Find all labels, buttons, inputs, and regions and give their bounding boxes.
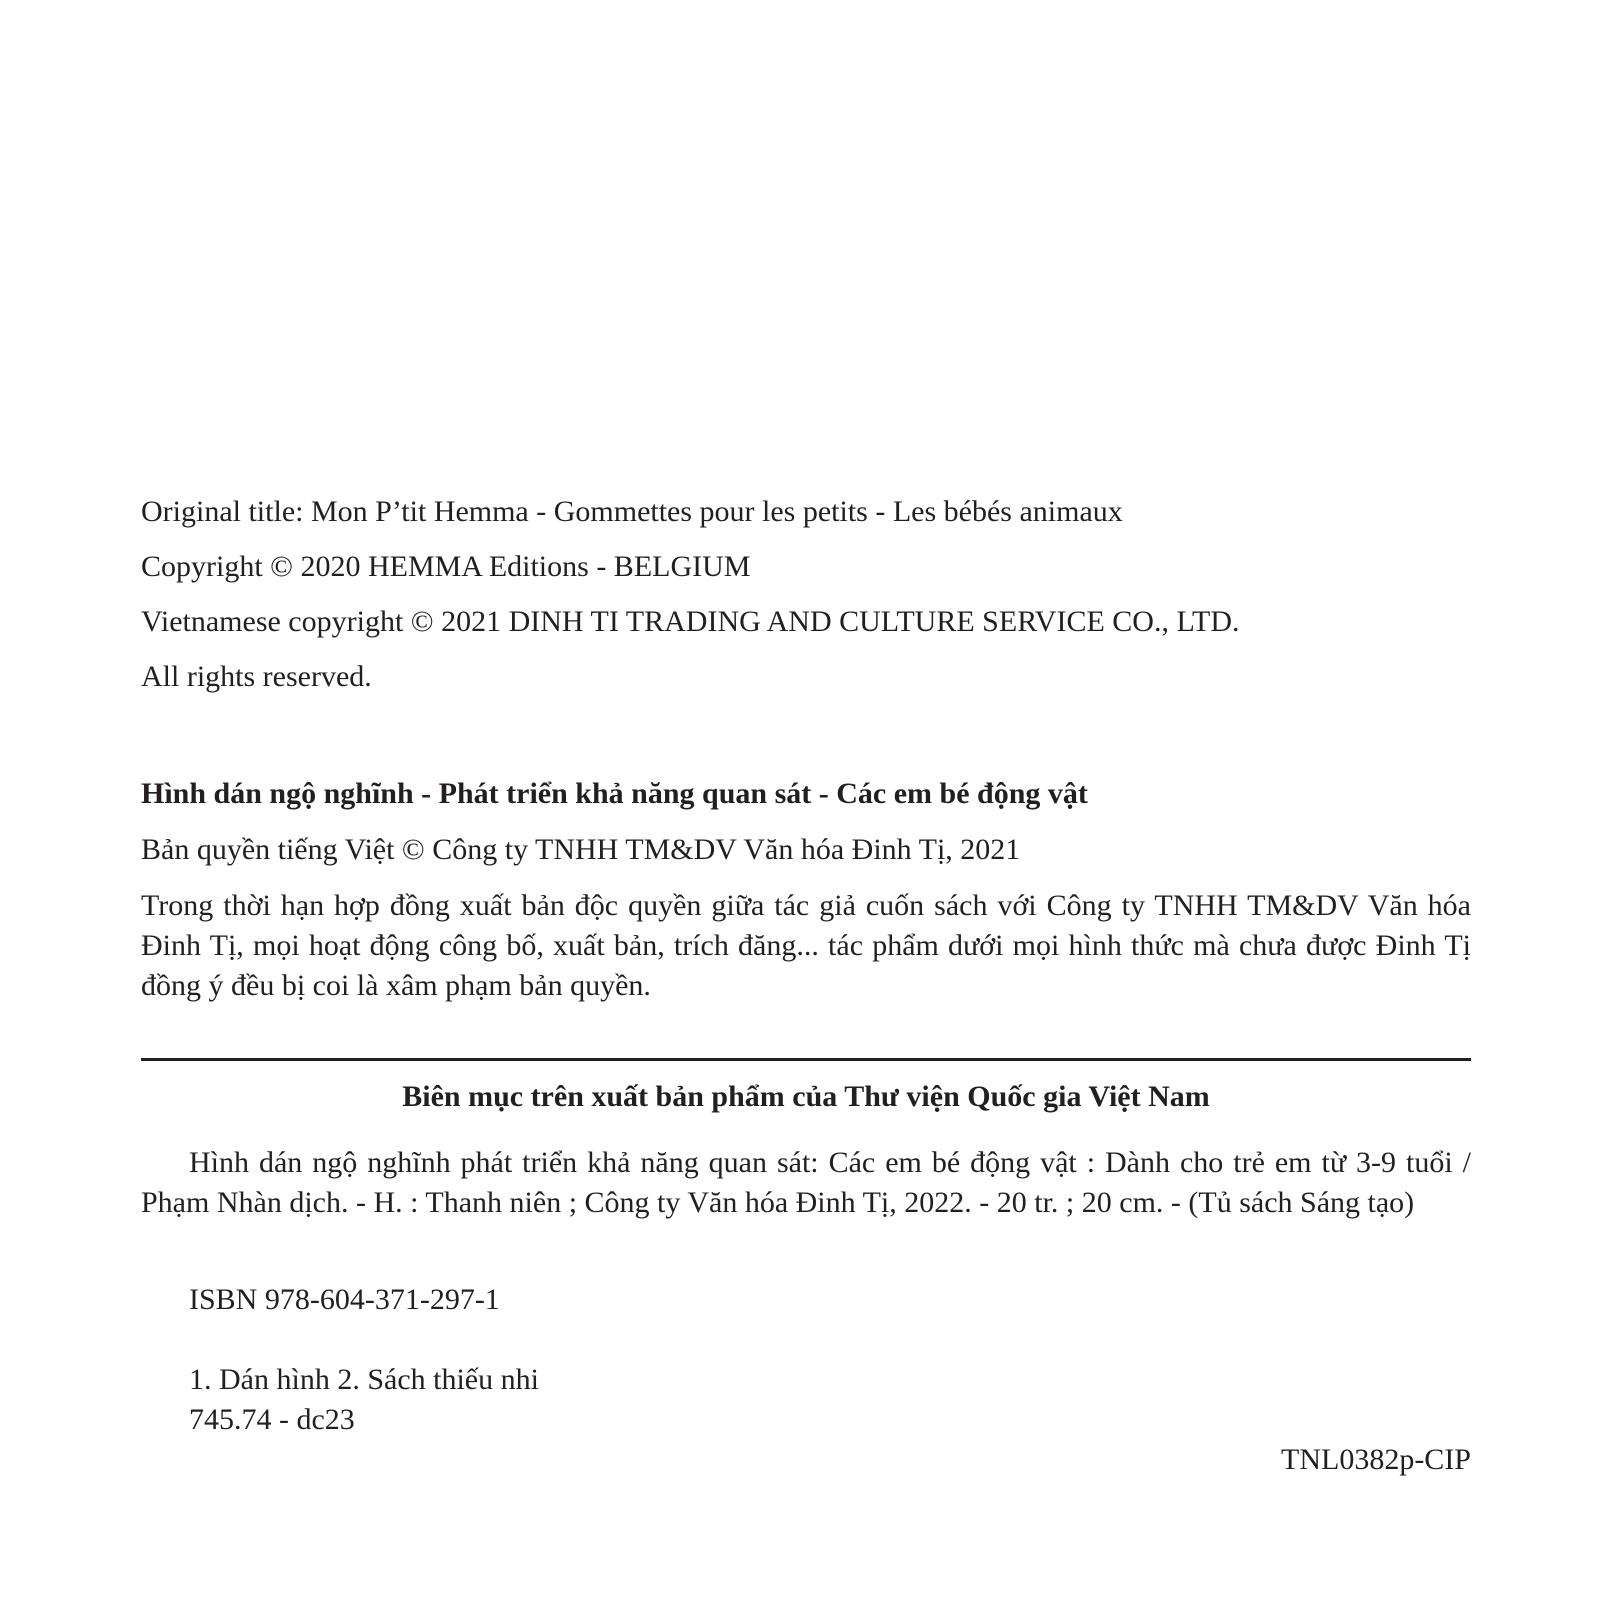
vietnamese-copyright-line: Vietnamese copyright © 2021 DINH TI TRADING AND CULTURE SERVICE CO., LTD. — [141, 605, 1240, 638]
cip-code: TNL0382p-CIP — [1281, 1443, 1471, 1476]
copyright-page — [141, 0, 1471, 1623]
section-divider — [141, 1058, 1471, 1061]
cip-heading: Biên mục trên xuất bản phẩm của Thư viện Quốc gia Việt Nam — [402, 1080, 1210, 1113]
cip-record: Hình dán ngộ nghĩnh phát triển khả năng quan sát: Các em bé động vật : Dành cho trẻ em từ 3-9 tuổi / Phạm Nhàn dịch. - H. : Thanh niên ; Công ty Văn hóa Đinh Tị, 2022. - 20 tr. ; 20 cm. - (Tủ sách Sáng tạo) — [141, 1146, 1471, 1219]
copyright-line: Copyright © 2020 HEMMA Editions - BELGIUM — [141, 550, 751, 583]
cip-subjects: 1. Dán hình 2. Sách thiếu nhi — [189, 1363, 539, 1396]
copyright-notice: Trong thời hạn hợp đồng xuất bản độc quyền giữa tác giả cuốn sách với Công ty TNHH TM&DV Văn hóa Đinh Tị, mọi hoạt động công bố, xuất bản, trích đăng... tác phẩm dưới mọi hình thức mà chưa được Đinh Tị đồng ý đều bị coi là xâm phạm bản quyền. — [141, 889, 1471, 1002]
isbn: ISBN 978-604-371-297-1 — [189, 1283, 500, 1316]
cip-classification: 745.74 - dc23 — [189, 1403, 355, 1436]
vietnamese-title: Hình dán ngộ nghĩnh - Phát triển khả năng quan sát - Các em bé động vật — [141, 777, 1088, 810]
rights-reserved: All rights reserved. — [141, 660, 372, 693]
original-title: Original title: Mon P’tit Hemma - Gommettes pour les petits - Les bébés animaux — [141, 495, 1123, 528]
vietnamese-copyright: Bản quyền tiếng Việt © Công ty TNHH TM&DV Văn hóa Đinh Tị, 2021 — [141, 833, 1021, 866]
